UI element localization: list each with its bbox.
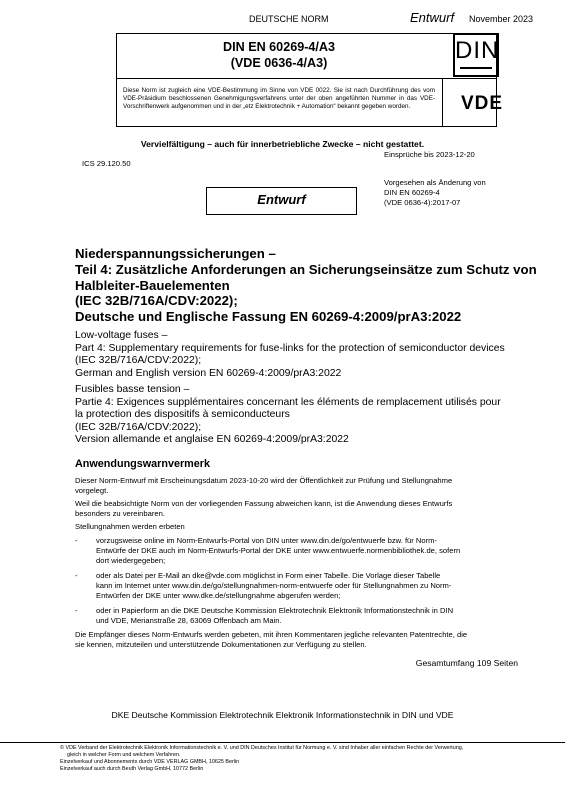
- din-logo-text: DIN: [455, 37, 500, 64]
- copyright-line-3: Einzelverkauf und Abonnements durch VDE VERLAG GMBH, 10625 Berlin: [60, 759, 240, 765]
- bullet-dash-2: -: [75, 571, 78, 580]
- bullet-3-line-1: oder in Papierform an die DKE Deutsche Kommission Elektrotechnik Elektronik Informationstechnik in DIN: [96, 606, 454, 615]
- bullet-1-line-2: Entwürfe der DKE auch im Norm-Entwurfs-Portal der DKE unter www.entwuerfe.normenbibliothek.de, sofern: [96, 546, 461, 555]
- title-fr-line-5: Version allemande et anglaise EN 60269-4:2009/prA3:2022: [75, 434, 349, 445]
- warning-p2-line-2: besonders zu vereinbaren.: [75, 509, 165, 518]
- bullet-dash-3: -: [75, 606, 78, 615]
- planned-amendment-2: DIN EN 60269-4: [384, 188, 440, 197]
- copyright-line-1: © VDE Verband der Elektrotechnik Elektronik Informationstechnik e. V. und DIN Deutsches Institut für Normung e. V. sind Inhaber aller einfachen Rechte der Verwertung,: [60, 745, 464, 751]
- warning-p1-line-1: Dieser Norm-Entwurf mit Erscheinungsdatum 2023-10-20 wird der Öffentlichkeit zur Prüfung und Stellungnahme: [75, 476, 453, 485]
- warning-p2-line-1: Weil die beabsichtigte Norm von der vorliegenden Fassung abweichen kann, ist die Anwendung dieses Entwurfs: [75, 499, 453, 508]
- din-logo-bar: [460, 67, 492, 69]
- copyright-line-4: Einzelverkauf auch durch Beuth Verlag GmbH, 10772 Berlin: [60, 766, 204, 772]
- bullet-2-line-1: oder als Datei per E-Mail an dke@vde.com möglichst in Form einer Tabelle. Die Vorlage dieser Tabelle: [96, 571, 441, 580]
- title-de-line-3: Halbleiter-Bauelementen: [75, 278, 230, 293]
- title-box-vdivider: [442, 78, 443, 127]
- bullet-1-line-3: dort wiedergegeben;: [96, 556, 166, 565]
- title-en-line-2: Part 4: Supplementary requirements for fuse-links for the protection of semiconductor devices: [75, 343, 505, 354]
- standard-number: DIN EN 60269-4/A3: [223, 40, 335, 54]
- title-de-line-1: Niederspannungssicherungen –: [75, 246, 276, 261]
- norm-type-label: DEUTSCHE NORM: [249, 14, 329, 24]
- reproduction-notice: Vervielfältigung – auch für innerbetriebliche Zwecke – nicht gestattet.: [140, 139, 425, 149]
- copyright-line-2: gleich in welcher Form und welchem Verfahren.: [67, 752, 181, 758]
- title-fr-line-4: (IEC 32B/716A/CDV:2022);: [75, 422, 202, 433]
- warning-p4-line-1: Die Empfänger dieses Norm-Entwurfs werden gebeten, mit ihren Kommentaren jegliche relevanten Patentrechte, die: [75, 630, 468, 639]
- bullet-dash-1: -: [75, 536, 78, 545]
- total-pages: Gesamtumfang 109 Seiten: [415, 658, 518, 668]
- bullet-1-line-1: vorzugsweise online im Norm-Entwurfs-Portal von DIN unter www.din.de/go/entwuerfe bzw. für Norm-: [96, 536, 438, 545]
- title-de-line-2: Teil 4: Zusätzliche Anforderungen an Sicherungseinsätze zum Schutz von: [75, 262, 537, 277]
- title-en-line-1: Low-voltage fuses –: [75, 330, 168, 341]
- title-fr-line-3: la protection des dispositifs à semiconducteurs: [75, 409, 290, 420]
- warning-p4-line-2: sie kennen, mitzuteilen und unterstützende Dokumentationen zur Verfügung zu stellen.: [75, 640, 367, 649]
- footer-divider: [0, 742, 565, 743]
- warning-p1-line-2: vorgelegt.: [75, 486, 109, 495]
- dke-footer: DKE Deutsche Kommission Elektrotechnik Elektronik Informationstechnik in DIN und VDE: [111, 710, 454, 720]
- warning-p3: Stellungnahmen werden erbeten: [75, 522, 185, 531]
- ics-code: ICS 29.120.50: [82, 159, 131, 168]
- title-de-line-4: (IEC 32B/716A/CDV:2022);: [75, 293, 238, 308]
- objection-deadline: Einsprüche bis 2023-12-20: [384, 150, 475, 159]
- title-de-line-5: Deutsche und Englische Fassung EN 60269-4:2009/prA3:2022: [75, 309, 462, 324]
- bullet-2-line-3: Entwürfen der DKE unter www.dke.de/stellungnahme abgerufen werden;: [96, 591, 341, 600]
- vde-number: (VDE 0636-4/A3): [230, 56, 328, 70]
- title-fr-line-1: Fusibles basse tension –: [75, 384, 190, 395]
- bullet-3-line-2: und VDE, Merianstraße 28, 63069 Offenbach am Main.: [96, 616, 282, 625]
- vde-note: Diese Norm ist zugleich eine VDE-Bestimmung im Sinne von VDE 0022. Sie ist nach Durchführung des vom VDE-Präsidium beschlossenen Genehmigungsverfahrens unter der oben angeführten Nummer in das VDE-Vorschriftenwerk aufgenommen und in der „etz Elektrotechnik + Automation“ bekannt gegeben worden.: [123, 87, 435, 110]
- bullet-2-line-2: kann im Internet unter www.din.de/go/stellungnahmen-norm-entwuerfe oder für Stellungnahmen zu Norm-: [96, 581, 452, 590]
- issue-date: November 2023: [469, 14, 534, 24]
- planned-amendment-1: Vorgesehen als Änderung von: [384, 178, 486, 187]
- warning-heading: Anwendungswarnvermerk: [75, 458, 210, 470]
- vde-logo: VDE: [460, 93, 504, 114]
- planned-amendment-3: (VDE 0636-4):2017-07: [384, 198, 461, 207]
- title-fr-line-2: Partie 4: Exigences supplémentaires concernant les éléments de remplacement utilisés pour: [75, 397, 501, 408]
- title-en-line-3: (IEC 32B/716A/CDV:2022);: [75, 355, 202, 366]
- entwurf-stamp: Entwurf: [257, 192, 306, 207]
- title-box-divider: [116, 78, 497, 79]
- entwurf-header: Entwurf: [410, 10, 455, 25]
- title-en-line-4: German and English version EN 60269-4:2009/prA3:2022: [75, 368, 342, 379]
